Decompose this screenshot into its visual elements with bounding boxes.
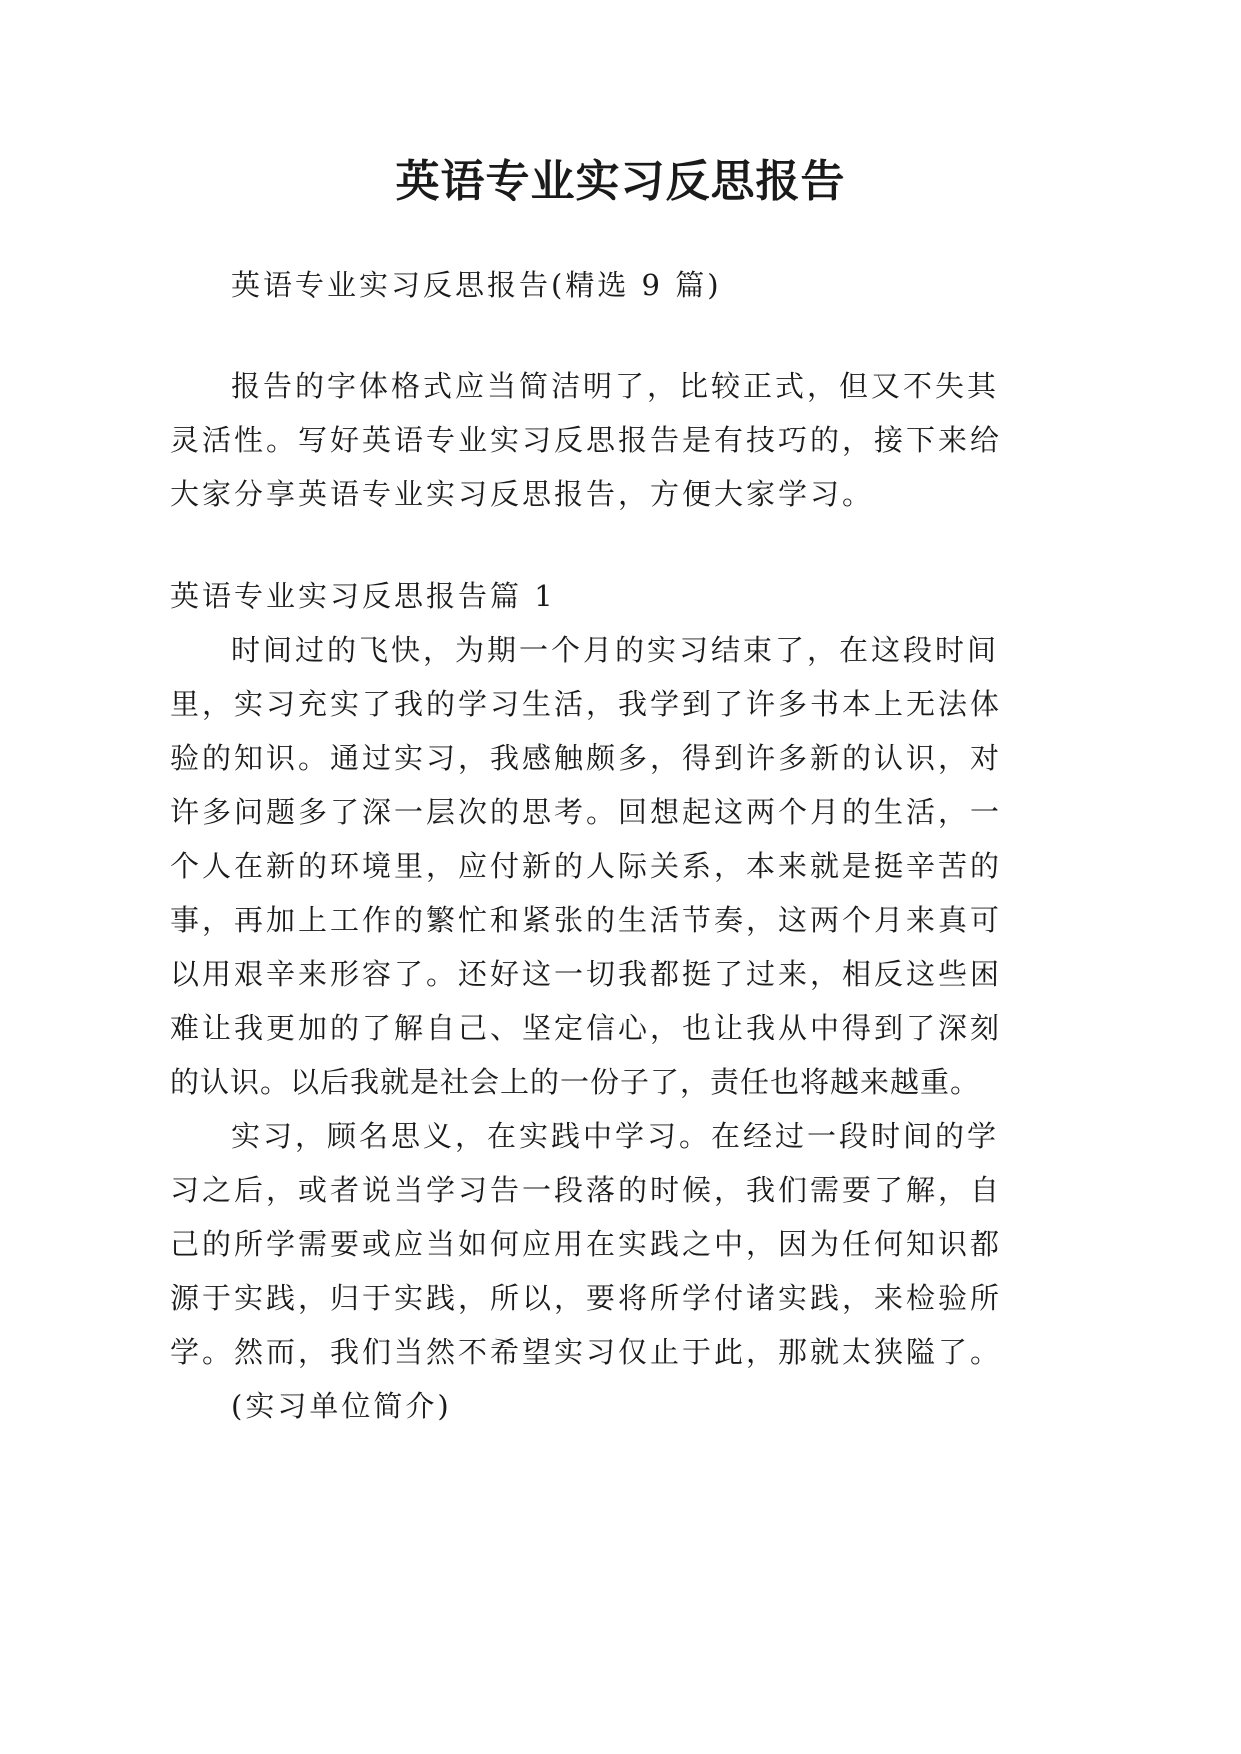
para1-line-4: 许多问题多了深一层次的思考。回想起这两个月的生活，一 [170, 795, 1003, 829]
document-title: 英语专业实习反思报告 [395, 156, 846, 207]
document-subtitle: 英语专业实习反思报告(精选 9 篇) [231, 268, 722, 302]
para1-line-1: 时间过的飞快，为期一个月的实习结束了，在这段时间 [231, 633, 1000, 667]
para1-line-2: 里，实习充实了我的学习生活，我学到了许多书本上无法体 [170, 687, 1003, 721]
para1-line-3: 验的知识。通过实习，我感触颇多，得到许多新的认识，对 [170, 741, 1003, 775]
intro-line-2: 灵活性。写好英语专业实习反思报告是有技巧的，接下来给 [170, 423, 1003, 457]
para2-line-1: 实习，顾名思义，在实践中学习。在经过一段时间的学 [231, 1119, 1000, 1153]
para1-line-6: 事，再加上工作的繁忙和紧张的生活节奏，这两个月来真可 [170, 903, 1003, 937]
closing-line: (实习单位简介) [231, 1389, 452, 1423]
para1-line-5: 个人在新的环境里，应付新的人际关系，本来就是挺辛苦的 [170, 849, 1003, 883]
para1-line-7: 以用艰辛来形容了。还好这一切我都挺了过来，相反这些困 [170, 957, 1003, 991]
para1-line-8: 难让我更加的了解自己、坚定信心，也让我从中得到了深刻 [170, 1011, 1003, 1045]
section-heading: 英语专业实习反思报告篇 1 [170, 579, 556, 613]
para2-line-2: 习之后，或者说当学习告一段落的时候，我们需要了解，自 [170, 1173, 1003, 1207]
intro-line-1: 报告的字体格式应当简洁明了，比较正式，但又不失其 [231, 369, 1000, 403]
para2-line-4: 源于实践，归于实践，所以，要将所学付诸实践，来检验所 [170, 1281, 1003, 1315]
para2-line-5: 学。然而，我们当然不希望实习仅止于此，那就太狭隘了。 [170, 1335, 1003, 1369]
intro-line-3: 大家分享英语专业实习反思报告，方便大家学习。 [170, 477, 875, 511]
para1-line-9: 的认识。以后我就是社会上的一份子了，责任也将越来越重。 [170, 1065, 981, 1099]
para2-line-3: 己的所学需要或应当如何应用在实践之中，因为任何知识都 [170, 1227, 1003, 1261]
